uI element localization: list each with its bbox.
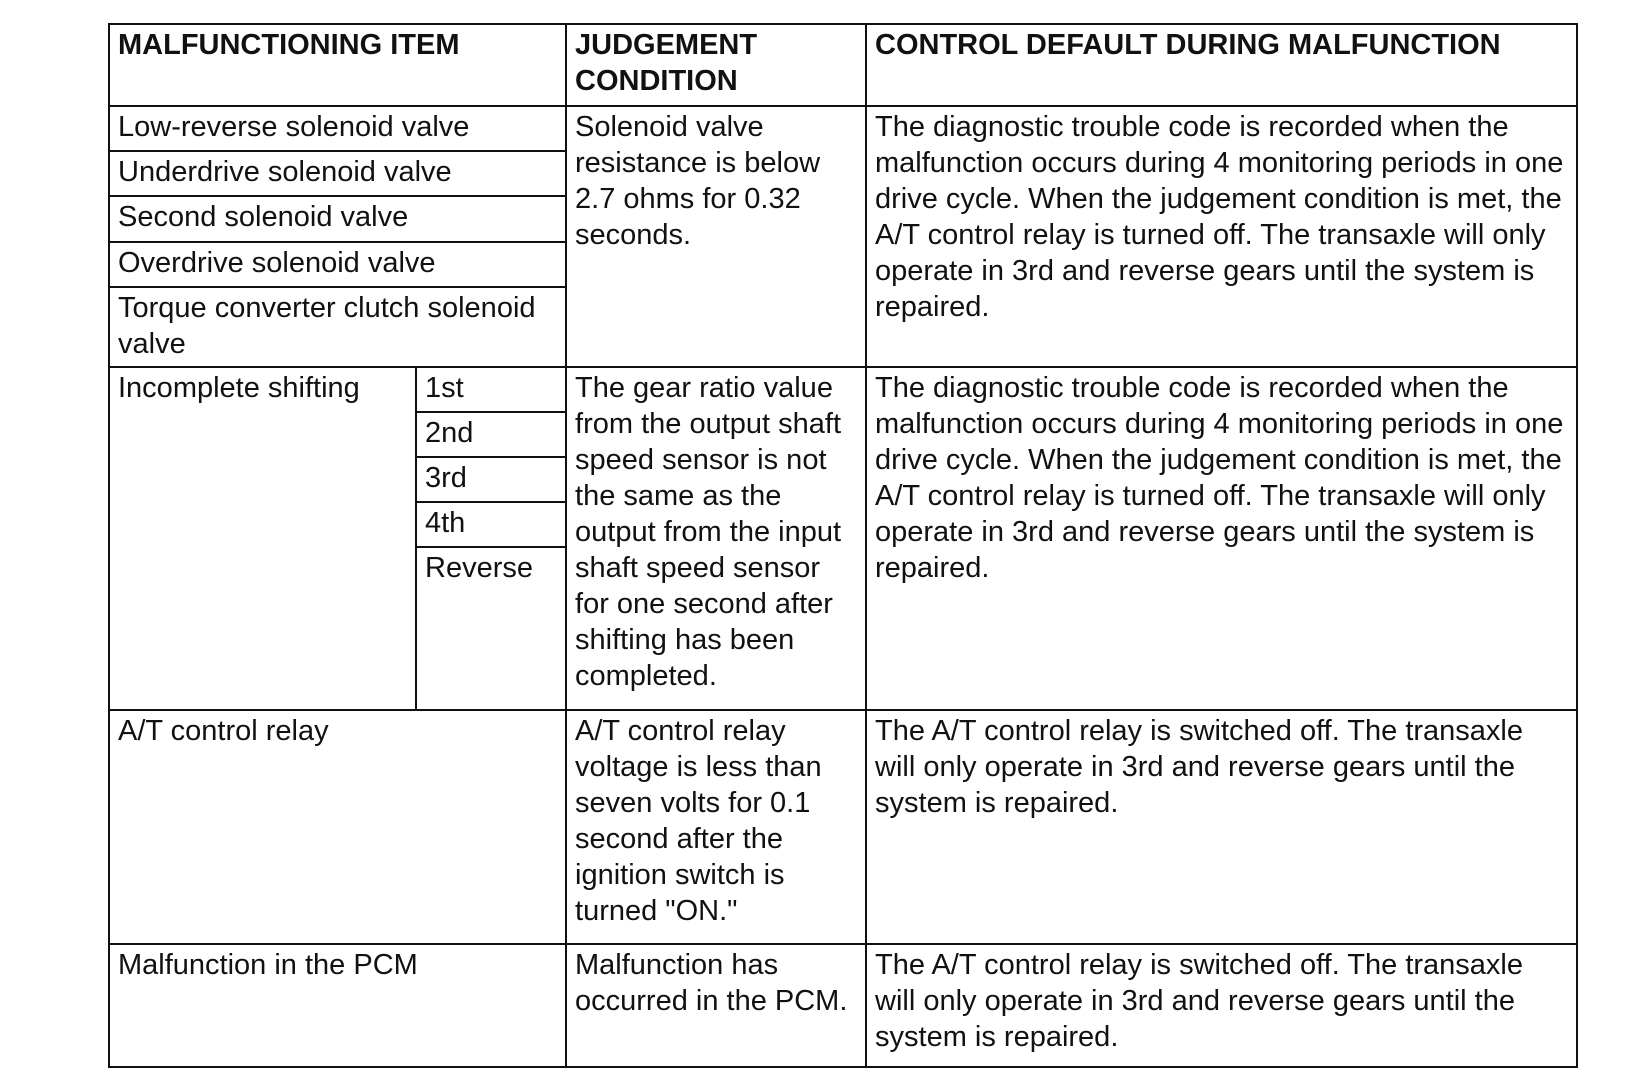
table-row xyxy=(109,106,1577,151)
malfunction-table xyxy=(108,23,1578,1068)
gear-2nd: 2nd xyxy=(416,412,566,457)
pcm-control-cell: The A/T control relay is switched off. The transaxle will only operate in 3rd and reverse gears until the system is repaired. xyxy=(866,944,1577,1067)
table-row xyxy=(109,710,1577,944)
header-row xyxy=(109,24,1577,106)
gear-1st: 1st xyxy=(416,367,566,412)
item-overdrive-solenoid: Overdrive solenoid valve xyxy=(109,242,566,287)
item-underdrive-solenoid: Underdrive solenoid valve xyxy=(109,151,566,196)
solenoid-judgement-cell: Solenoid valve resistance is below 2.7 ohms for 0.32 seconds. xyxy=(566,106,866,367)
header-malfunctioning-item: MALFUNCTIONING ITEM xyxy=(109,24,566,106)
shifting-judgement-cell: The gear ratio value from the output shaft speed sensor is not the same as the output from the input shaft speed sensor for one second after shifting has been completed. xyxy=(566,367,866,710)
item-second-solenoid: Second solenoid valve xyxy=(109,196,566,241)
table-row xyxy=(109,367,1577,412)
table-row xyxy=(109,944,1577,1067)
pcm-judgement-cell: Malfunction has occurred in the PCM. xyxy=(566,944,866,1067)
item-malfunction-pcm: Malfunction in the PCM xyxy=(109,944,566,1067)
relay-judgement-cell: A/T control relay voltage is less than seven volts for 0.1 second after the ignition switch is turned "ON." xyxy=(566,710,866,944)
solenoid-control-cell: The diagnostic trouble code is recorded when the malfunction occurs during 4 monitoring periods in one drive cycle. When the judgement condition is met, the A/T control relay is turned off. The transaxle will only operate in 3rd and reverse gears until the system is repaired. xyxy=(866,106,1577,367)
shifting-control-cell: The diagnostic trouble code is recorded when the malfunction occurs during 4 monitoring periods in one drive cycle. When the judgement condition is met, the A/T control relay is turned off. The transaxle will only operate in 3rd and reverse gears until the system is repaired. xyxy=(866,367,1577,710)
item-at-control-relay: A/T control relay xyxy=(109,710,566,944)
header-control-default: CONTROL DEFAULT DURING MALFUNCTION xyxy=(866,24,1577,106)
item-low-reverse-solenoid: Low-reverse solenoid valve xyxy=(109,106,566,151)
item-tcc-solenoid: Torque converter clutch solenoid valve xyxy=(109,287,566,367)
header-judgement-condition: JUDGEMENT CONDITION xyxy=(566,24,866,106)
gear-3rd: 3rd xyxy=(416,457,566,502)
gear-4th: 4th xyxy=(416,502,566,547)
gear-reverse: Reverse xyxy=(416,547,566,709)
item-incomplete-shifting: Incomplete shifting xyxy=(109,367,416,710)
relay-control-cell: The A/T control relay is switched off. The transaxle will only operate in 3rd and reverse gears until the system is repaired. xyxy=(866,710,1577,944)
